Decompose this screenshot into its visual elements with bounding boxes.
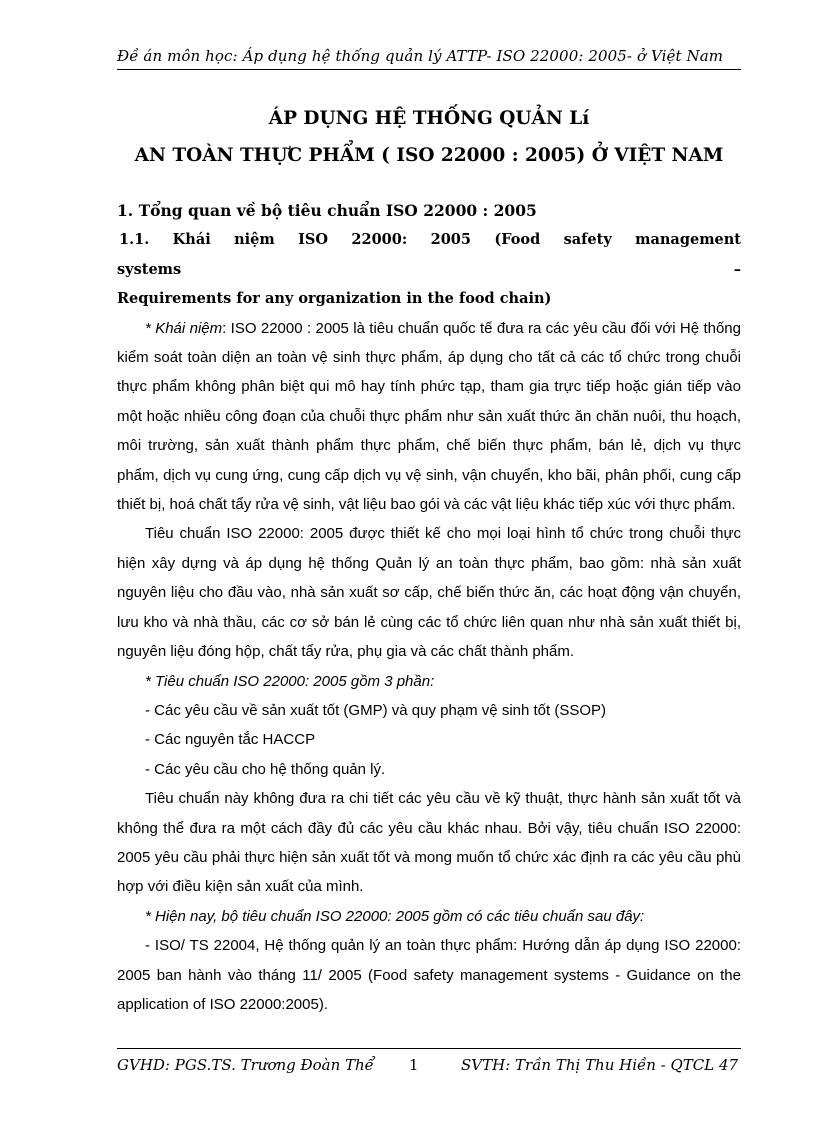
section-1-1-heading-line-1: 1.1. Khái niệm ISO 22000: 2005 (Food safety management systems –: [117, 231, 741, 278]
list-item: - Các yêu cầu cho hệ thống quản lý.: [145, 760, 386, 778]
concept-label: * Khái niệm: [145, 319, 223, 337]
footer-instructor: GVHD: PGS.TS. Trương Đoàn Thể: [117, 1056, 374, 1074]
section-1-heading: 1. Tổng quan về bộ tiêu chuẩn ISO 22000 : 2005: [117, 201, 537, 220]
list-item: - Các nguyên tắc HACCP: [145, 731, 316, 749]
parts-colon: :: [430, 672, 435, 690]
footer-student: SVTH: Trần Thị Thu Hiền - QTCL 47: [461, 1056, 739, 1074]
concept-text: : ISO 22000 : 2005 là tiêu chuẩn quốc tế đưa ra các yêu cầu đối với Hệ thống kiểm soát toàn diện an toàn vệ sinh thực phẩm, áp dụng cho tất cả các tổ chức trong chuỗi thực phẩm không phân biệt qui mô hay tính phức tạp, tham gia trực tiếp hoặc gián tiếp vào một hoặc nhiều công đoạn của chuỗi thực phẩm như sản xuất thức ăn chăn nuôi, thu hoạch, môi trường, sản xuất thành phẩm thực phẩm, chế biến thực phẩm, bán lẻ, dịch vụ thực phẩm, dịch vụ cung ứng, cung cấp dịch vụ vệ sinh, vận chuyển, kho bãi, phân phối, cung cấp thiết bị, hoá chất tẩy rửa vệ sinh, vật liệu bao gói và các vật liệu khác tiếp xúc với thực phẩm.: [117, 319, 741, 514]
footer-divider: [117, 1048, 741, 1049]
section-1-1-heading-line-2: Requirements for any organization in the food chain): [117, 290, 552, 308]
paragraph-requirements: Tiêu chuẩn này không đưa ra chi tiết các yêu cầu về kỹ thuật, thực hành sản xuất tốt và không thể đưa ra một cách đầy đủ các yêu cầu khác nhau. Bởi vậy, tiêu chuẩn ISO 22000: 2005 yêu cầu phải thực hiện sản xuất tốt và mong muốn tổ chức xác định ra các yêu cầu phù hợp với điều kiện sản xuất của mình.: [117, 790, 741, 896]
header-divider: [117, 69, 741, 70]
paragraph-scope: Tiêu chuẩn ISO 22000: 2005 được thiết kế cho mọi loại hình tổ chức trong chuỗi thực hiện xây dựng và áp dụng hệ thống Quản lý an toàn thực phẩm, bao gồm: nhà sản xuất nguyên liệu cho đầu vào, nhà sản xuất sơ cấp, chế biến thức ăn, các hoạt động vận chuyển, lưu kho và nhà thầu, các cơ sở bán lẻ cùng các tổ chức liên quan như nhà sản xuất thiết bị, nguyên liệu đóng hộp, chất tẩy rửa, phụ gia và các chất thành phẩm.: [117, 525, 741, 661]
parts-label: * Tiêu chuẩn ISO 22000: 2005 gồm 3 phần: [145, 672, 431, 690]
list-item: - Các yêu cầu về sản xuất tốt (GMP) và quy phạm vệ sinh tốt (SSOP): [145, 701, 607, 719]
document-title-line-1: ÁP DỤNG HỆ THỐNG QUẢN Lí: [268, 108, 590, 129]
document-body: [117, 196, 741, 1019]
running-header: Đề án môn học: Áp dụng hệ thống quản lý ATTP- ISO 22000: 2005- ở Việt Nam: [117, 47, 724, 65]
current-standards-heading: * Hiện nay, bộ tiêu chuẩn ISO 22000: 2005 gồm có các tiêu chuẩn sau đây:: [145, 907, 645, 925]
parts-heading: [117, 667, 741, 696]
paragraph-iso-ts-22004: - ISO/ TS 22004, Hệ thống quản lý an toàn thực phẩm: Hướng dẫn áp dụng ISO 22000: 2005 ban hành vào tháng 11/ 2005 (Food safety management systems - Guidance on the application of ISO 22000:2005).: [117, 937, 741, 1013]
document-title-line-2: AN TOÀN THỰC PHẨM ( ISO 22000 : 2005) Ở VIỆT NAM: [134, 145, 724, 166]
page-number: 1: [409, 1056, 419, 1074]
concept-paragraph: [117, 314, 741, 520]
